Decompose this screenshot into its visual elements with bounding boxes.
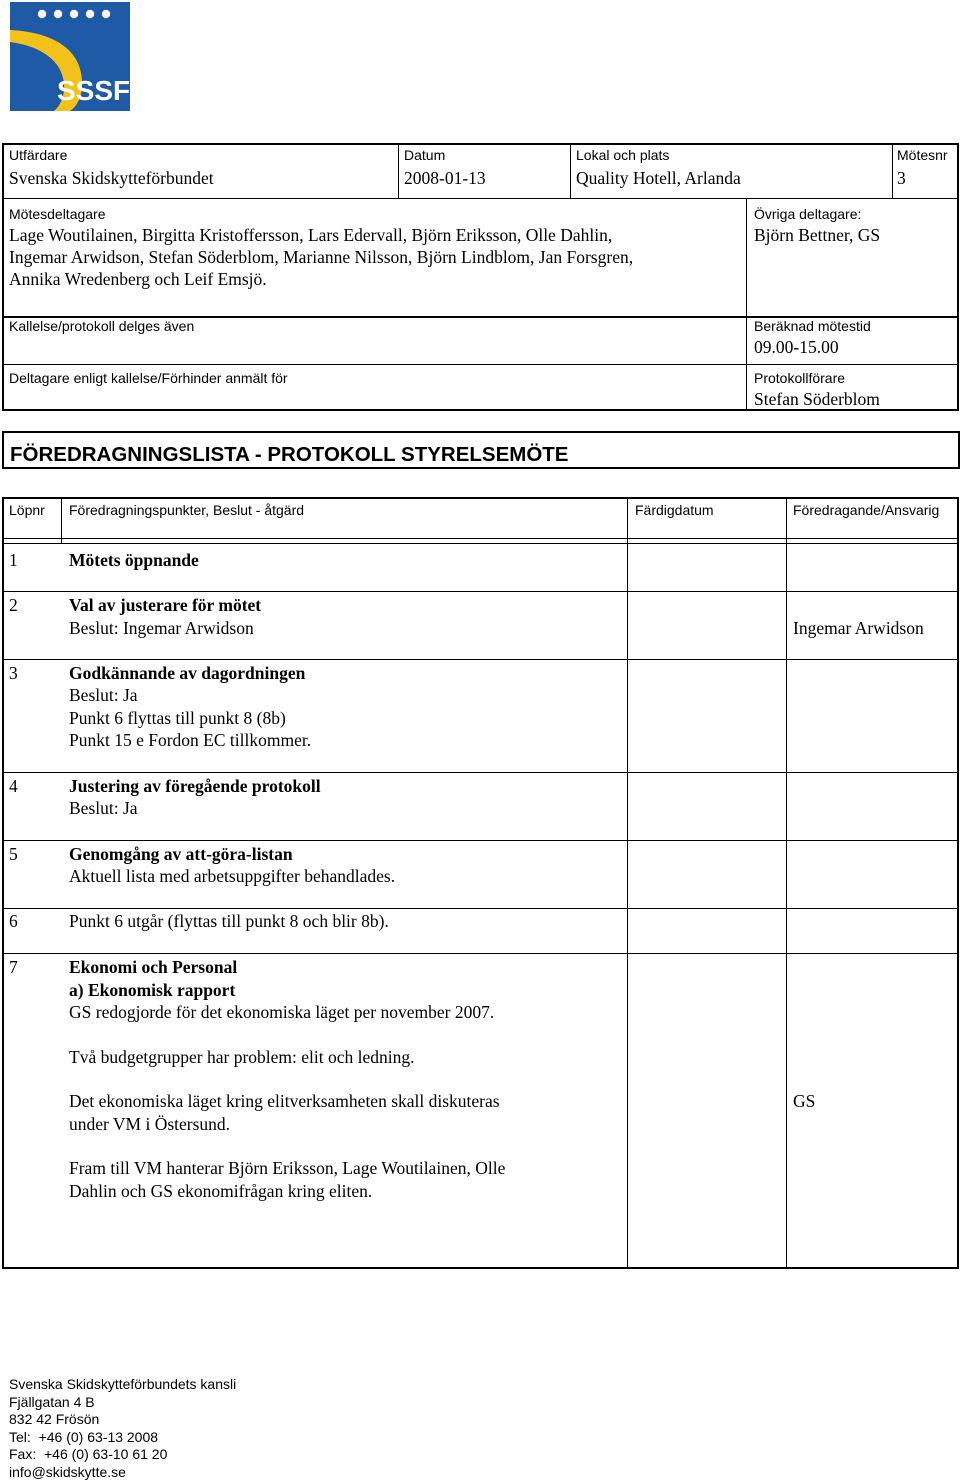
item-number: 3: [9, 663, 18, 683]
item-number: 6: [9, 911, 18, 931]
item-line: Punkt 6 flyttas till punkt 8 (8b): [69, 708, 286, 728]
item-line: Två budgetgrupper har problem: elit och ledning.: [69, 1047, 415, 1067]
item-line: Beslut: Ingemar Arwidson: [69, 618, 254, 638]
item-title: Godkännande av dagordningen: [69, 663, 306, 683]
item-line: Beslut: Ja: [69, 798, 138, 818]
motesnr-value: 3: [897, 168, 906, 188]
beraknad-label: Beräknad mötestid: [754, 318, 871, 334]
kallelse-label: Kallelse/protokoll delges även: [9, 318, 195, 334]
logo-text: SSSF: [57, 75, 131, 106]
item-line: Dahlin och GS ekonomifrågan kring eliten.: [69, 1181, 373, 1201]
item-line: GS redogjorde för det ekonomiska läget per november 2007.: [69, 1002, 495, 1022]
footer-phone: Tel: +46 (0) 63-13 2008: [9, 1428, 159, 1445]
deltagare-label: Deltagare enligt kallelse/Förhinder anmält för: [9, 370, 288, 386]
sssf-logo: [10, 2, 130, 111]
motesdeltagare-line: Lage Woutilainen, Birgitta Kristoffersson, Lars Edervall, Björn Eriksson, Olle Dahlin,: [9, 225, 613, 245]
item-line: Det ekonomiska läget kring elitverksamheten skall diskuteras: [69, 1091, 500, 1111]
item-line: Fram till VM hanterar Björn Eriksson, Lage Woutilainen, Olle: [69, 1158, 506, 1178]
motesdeltagare-label: Mötesdeltagare: [9, 206, 106, 222]
item-number: 5: [9, 844, 18, 864]
item-ansvarig: Ingemar Arwidson: [793, 618, 924, 638]
col-fardigdatum: Färdigdatum: [635, 502, 714, 518]
title-box: [2, 431, 960, 469]
item-line: Beslut: Ja: [69, 685, 138, 705]
motesnr-label: Mötesnr: [897, 147, 948, 163]
utfardare-value: Svenska Skidskytteförbundet: [9, 168, 214, 188]
footer-address: [9, 1376, 236, 1481]
item-line: Punkt 6 utgår (flyttas till punkt 8 och blir 8b).: [69, 911, 389, 931]
page-title: FÖREDRAGNINGSLISTA - PROTOKOLL STYRELSEMÖTE: [10, 443, 569, 466]
datum-label: Datum: [404, 147, 446, 163]
protokoll-value: Stefan Söderblom: [754, 389, 880, 409]
lokal-value: Quality Hotell, Arlanda: [576, 168, 741, 188]
datum-value: 2008-01-13: [404, 168, 486, 188]
motesdeltagare-line: Annika Wredenberg och Leif Emsjö.: [9, 269, 267, 289]
item-subtitle: a) Ekonomisk rapport: [69, 980, 236, 1000]
motesdeltagare-value: [9, 224, 633, 290]
protokoll-label: Protokollförare: [754, 370, 846, 386]
item-title: Mötets öppnande: [69, 550, 199, 570]
footer-fax: Fax: +46 (0) 63-10 61 20: [9, 1446, 168, 1462]
item-title: Val av justerare för mötet: [69, 595, 262, 615]
footer-org: Svenska Skidskytteförbundets kansli: [9, 1376, 237, 1392]
col-punkter: Föredragningspunkter, Beslut - åtgärd: [69, 502, 305, 518]
item-number: 1: [9, 550, 18, 570]
footer-street: Fjällgatan 4 B: [9, 1393, 95, 1410]
footer-postal: 832 42 Frösön: [9, 1411, 100, 1427]
item-line: under VM i Östersund.: [69, 1114, 231, 1134]
lokal-label: Lokal och plats: [576, 147, 670, 163]
item-line: Aktuell lista med arbetsuppgifter behandlades.: [69, 866, 396, 886]
item-line: Punkt 15 e Fordon EC tillkommer.: [69, 730, 312, 750]
utfardare-label: Utfärdare: [9, 147, 68, 163]
col-ansvarig: Föredragande/Ansvarig: [793, 502, 940, 518]
footer-email[interactable]: info@skidskytte.se: [9, 1463, 126, 1480]
item-title: Ekonomi och Personal: [69, 957, 238, 977]
item-number: 4: [9, 776, 18, 796]
ovriga-value: Björn Bettner, GS: [754, 225, 881, 245]
item-title: Justering av föregående protokoll: [69, 776, 321, 796]
item-title: Genomgång av att-göra-listan: [69, 844, 293, 864]
motesdeltagare-line: Ingemar Arwidson, Stefan Söderblom, Marianne Nilsson, Björn Lindblom, Jan Forsgren,: [9, 247, 634, 267]
item-number: 2: [9, 595, 18, 615]
col-lopnr: Löpnr: [9, 502, 45, 518]
item-number: 7: [9, 957, 18, 977]
ovriga-label: Övriga deltagare:: [754, 206, 862, 222]
beraknad-value: 09.00-15.00: [754, 337, 839, 357]
item-ansvarig: GS: [793, 1091, 816, 1111]
